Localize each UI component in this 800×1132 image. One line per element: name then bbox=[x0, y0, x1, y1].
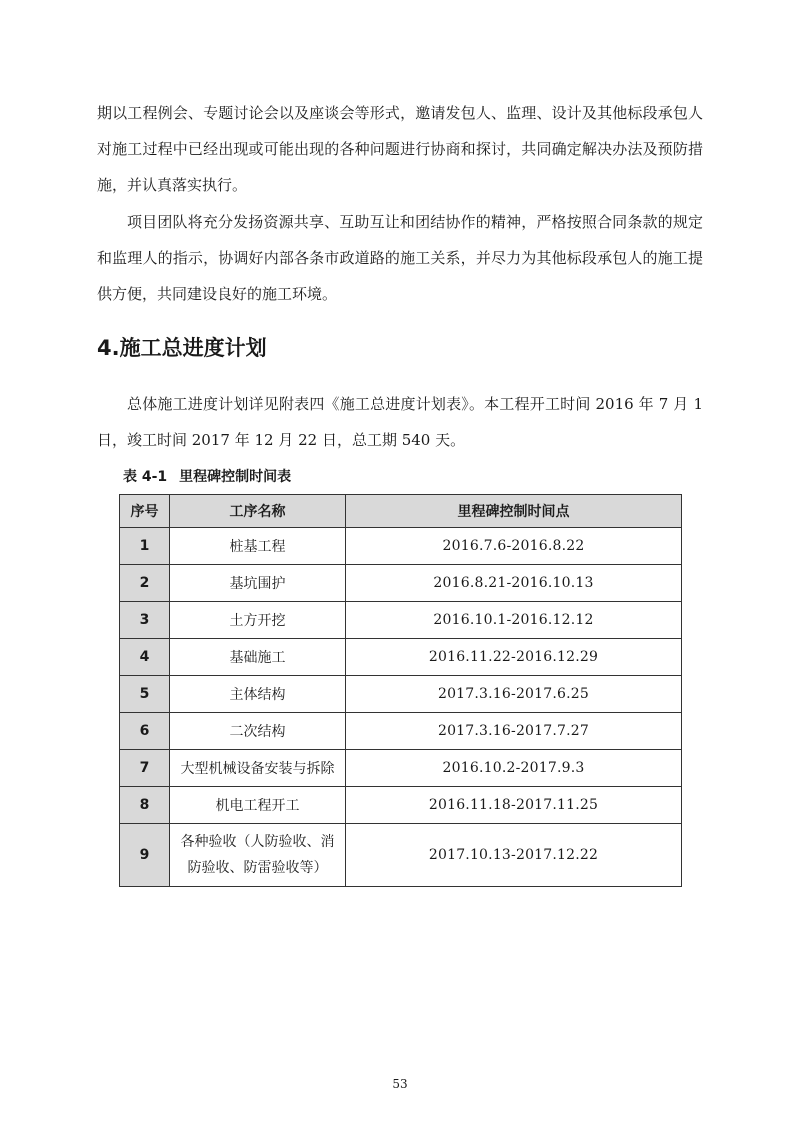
header-milestone-time: 里程碑控制时间点 bbox=[346, 495, 682, 528]
table-row bbox=[120, 713, 682, 750]
row-process-name: 机电工程开工 bbox=[170, 787, 346, 824]
row-milestone-time: 2016.10.1-2016.12.12 bbox=[346, 602, 682, 639]
row-index: 3 bbox=[120, 602, 170, 639]
row-milestone-time: 2016.8.21-2016.10.13 bbox=[346, 565, 682, 602]
row-process-name: 基础施工 bbox=[170, 639, 346, 676]
section-heading: 4.施工总进度计划 bbox=[97, 336, 267, 360]
row-index: 8 bbox=[120, 787, 170, 824]
table-row bbox=[120, 750, 682, 787]
row-index: 1 bbox=[120, 528, 170, 565]
row-index: 9 bbox=[120, 824, 170, 887]
table-caption-title: 里程碑控制时间表 bbox=[179, 469, 292, 485]
table-row bbox=[120, 528, 682, 565]
row-milestone-time: 2017.3.16-2017.6.25 bbox=[346, 676, 682, 713]
row-milestone-time: 2017.3.16-2017.7.27 bbox=[346, 713, 682, 750]
row-process-name: 主体结构 bbox=[170, 676, 346, 713]
row-milestone-time: 2016.11.22-2016.12.29 bbox=[346, 639, 682, 676]
row-index: 6 bbox=[120, 713, 170, 750]
table-row bbox=[120, 602, 682, 639]
row-process-name: 土方开挖 bbox=[170, 602, 346, 639]
table-row bbox=[120, 565, 682, 602]
milestone-table bbox=[119, 494, 682, 887]
row-index: 7 bbox=[120, 750, 170, 787]
row-process-name: 二次结构 bbox=[170, 713, 346, 750]
table-row bbox=[120, 824, 682, 887]
row-milestone-time: 2016.10.2-2017.9.3 bbox=[346, 750, 682, 787]
row-milestone-time: 2016.11.18-2017.11.25 bbox=[346, 787, 682, 824]
body-paragraph-3: 总体施工进度计划详见附表四《施工总进度计划表》。本工程开工时间 2016 年 7 月 1 日，竣工时间 2017 年 12 月 22 日，总工期 540 天。 bbox=[97, 395, 703, 449]
body-paragraph-2: 项目团队将充分发扬资源共享、互助互让和团结协作的精神，严格按照合同条款的规定和监理人的指示，协调好内部各条市政道路的施工关系，并尽力为其他标段承包人的施工提供方便，共同建设良好的施工环境。 bbox=[97, 213, 703, 303]
row-process-name: 大型机械设备安装与拆除 bbox=[170, 750, 346, 787]
row-process-name: 基坑围护 bbox=[170, 565, 346, 602]
row-milestone-time: 2017.10.13-2017.12.22 bbox=[346, 824, 682, 887]
row-milestone-time: 2016.7.6-2016.8.22 bbox=[346, 528, 682, 565]
header-process-name: 工序名称 bbox=[170, 495, 346, 528]
table-caption bbox=[123, 464, 291, 490]
row-process-name: 桩基工程 bbox=[170, 528, 346, 565]
row-index: 4 bbox=[120, 639, 170, 676]
row-index: 5 bbox=[120, 676, 170, 713]
row-index: 2 bbox=[120, 565, 170, 602]
table-caption-number: 表 4-1 bbox=[123, 469, 168, 485]
table-row bbox=[120, 787, 682, 824]
header-index: 序号 bbox=[120, 495, 170, 528]
row-process-name: 各种验收（人防验收、消防验收、防雷验收等） bbox=[170, 824, 346, 887]
page-number: 53 bbox=[392, 1077, 408, 1091]
table-row bbox=[120, 639, 682, 676]
table-header-row bbox=[120, 495, 682, 528]
table-row bbox=[120, 676, 682, 713]
body-paragraph-1: 期以工程例会、专题讨论会以及座谈会等形式，邀请发包人、监理、设计及其他标段承包人对施工过程中已经出现或可能出现的各种问题进行协商和探讨，共同确定解决办法及预防措施，并认真落实执行。 bbox=[97, 104, 703, 194]
